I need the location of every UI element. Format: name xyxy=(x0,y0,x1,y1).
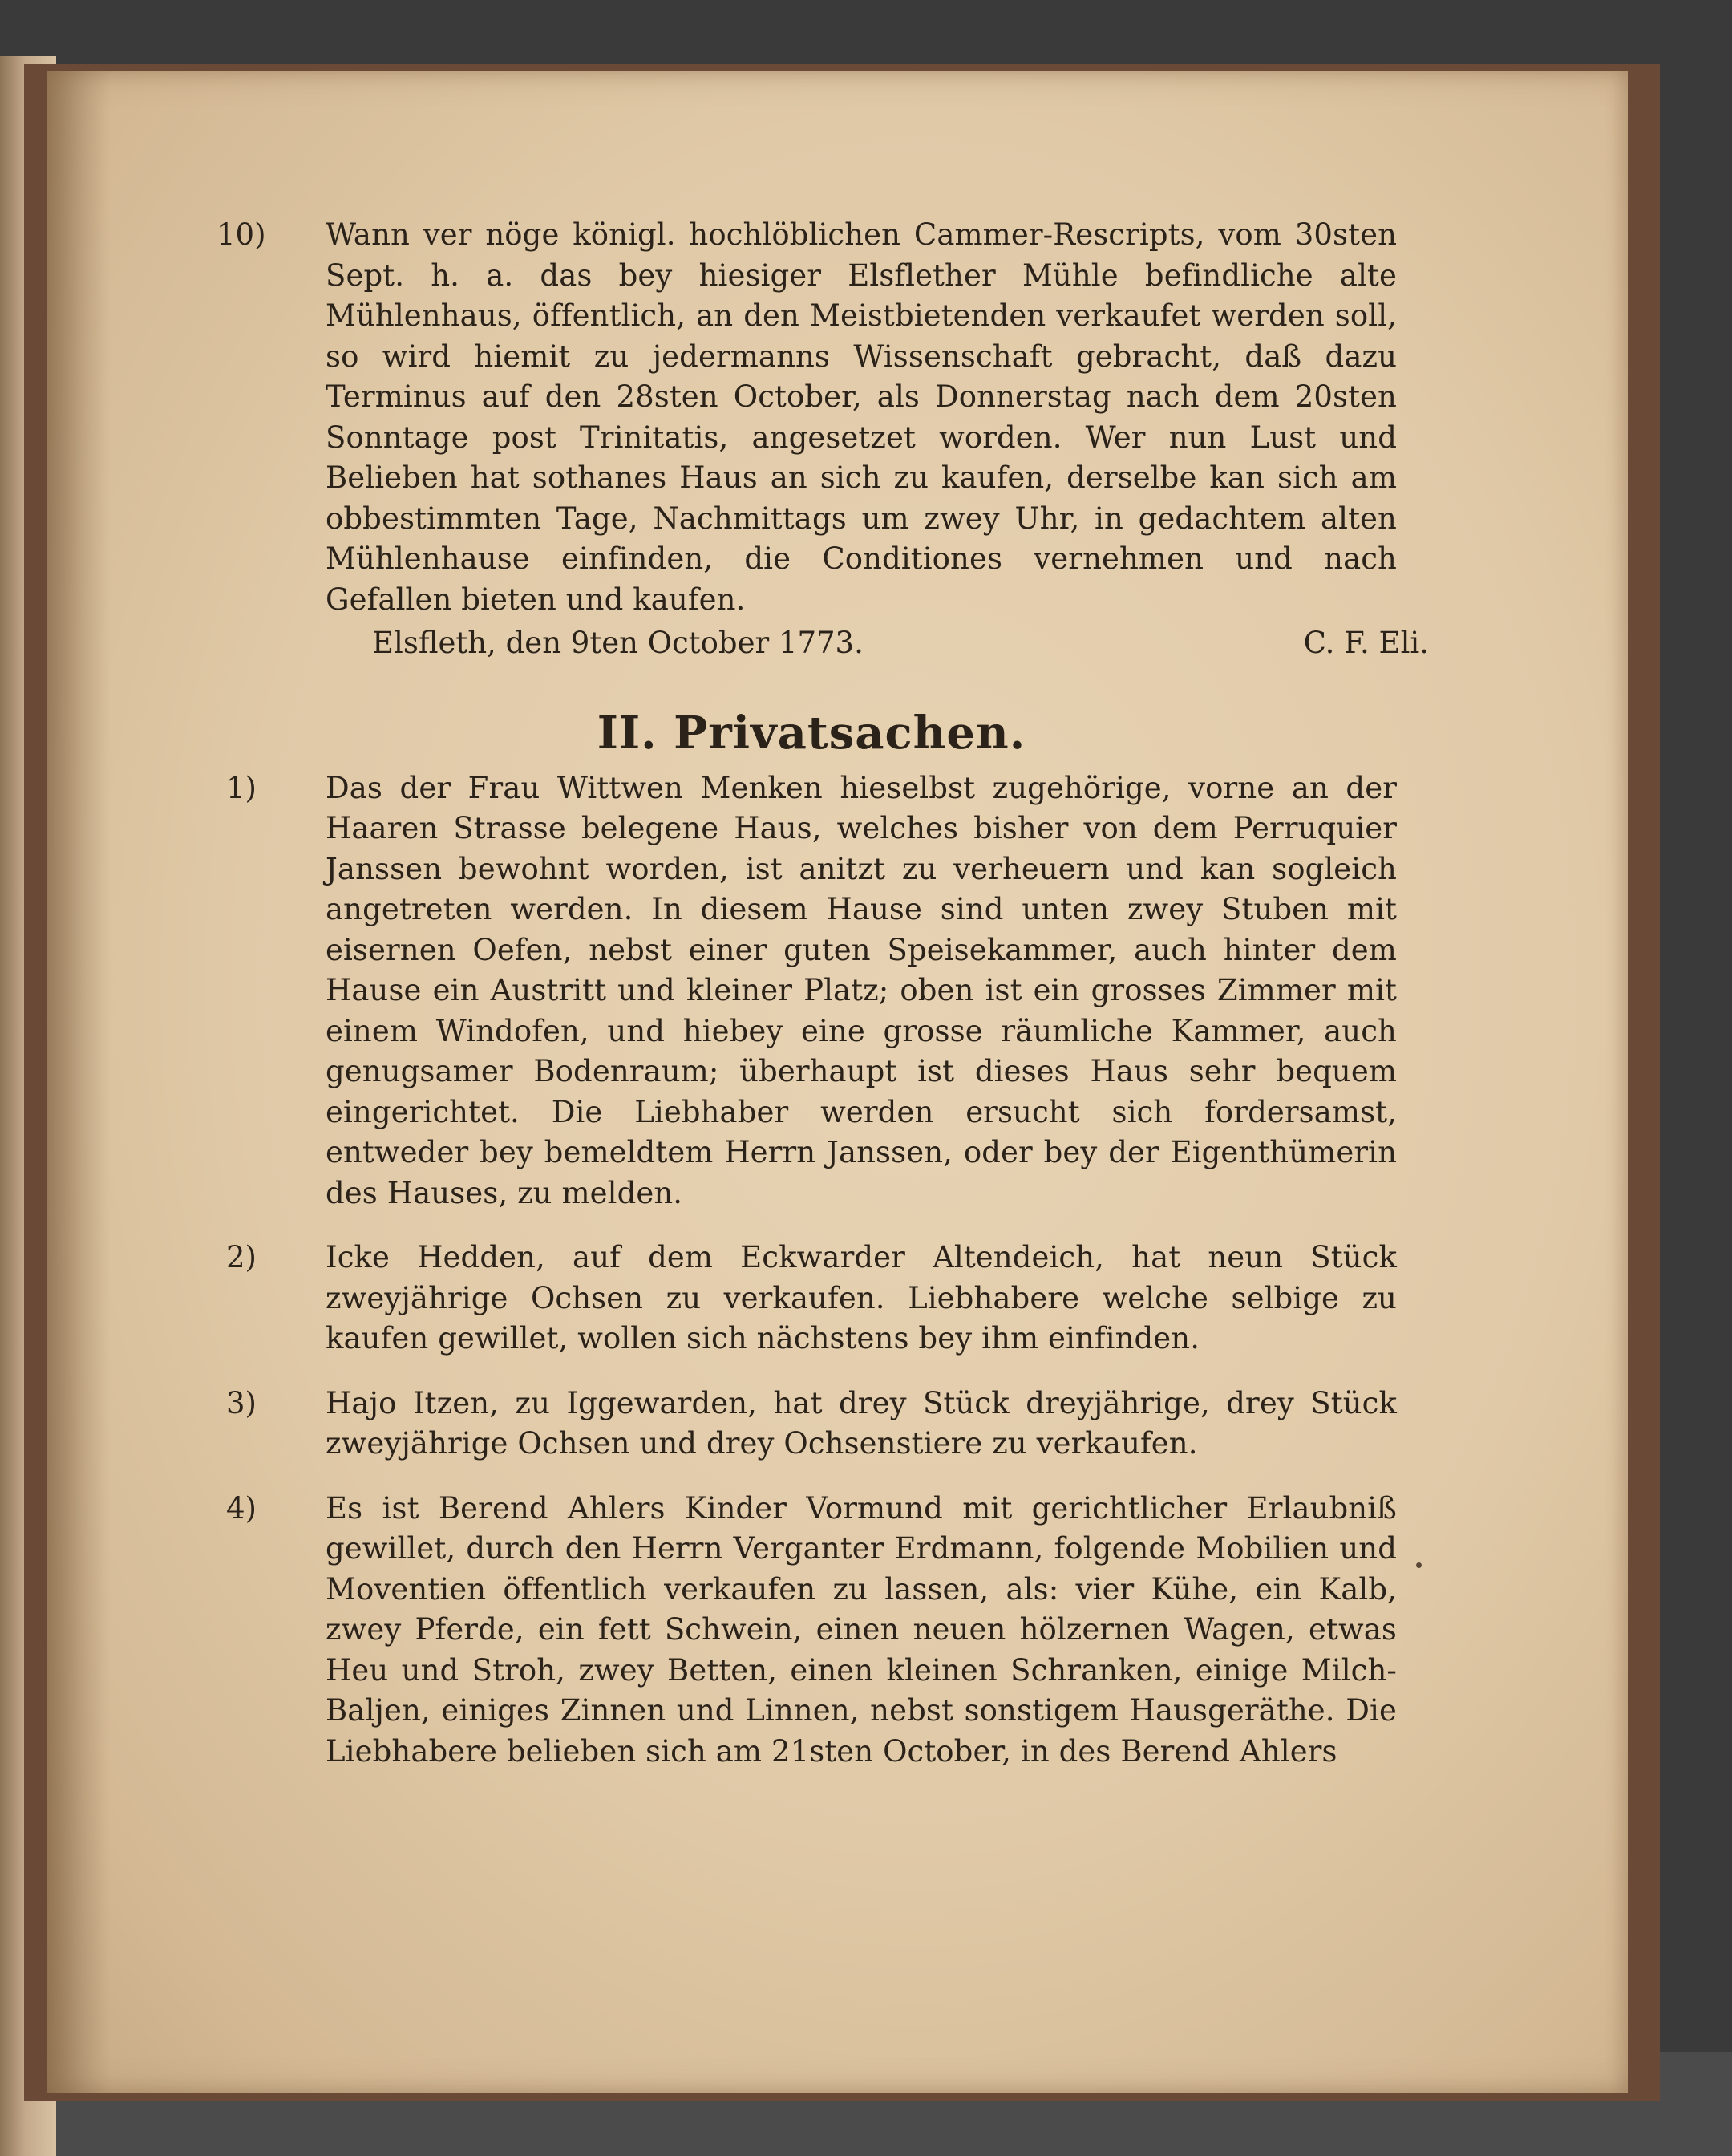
item-number: 3) xyxy=(226,1385,257,1420)
ink-speck xyxy=(1416,1562,1422,1568)
list-item xyxy=(226,1489,1397,1773)
list-item xyxy=(226,1238,1397,1360)
page-text xyxy=(216,215,1429,1772)
item-text: Das der Frau Wittwen Menken hieselbst zugehörige, vorne an der Haaren Strasse belegene Haus, welches bisher von dem Perruquier Janssen bewohnt worden, ist anitzt zu verheuern und kan sogleich angetreten werden. In diesem Hause sind unten zwey Stuben mit eisernen Oefen, nebst einer guten Speisekammer, auch hinter dem Hause ein Austritt und kleiner Platz; oben ist ein grosses Zimmer mit einem Windofen, und hiebey eine grosse räumliche Kammer, auch genugsamer Bodenraum; überhaupt ist dieses Haus sehr bequem eingerichtet. Die Liebhaber werden ersucht sich fordersamst, entweder bey bemeldtem Herrn Janssen, oder bey der Eigenthümerin des Hauses, zu melden. xyxy=(326,770,1397,1210)
signature: C. F. Eli. xyxy=(1303,626,1429,660)
gutter-shadow xyxy=(47,71,111,2093)
place-date: Elsfleth, den 9ten October 1773. xyxy=(372,626,864,660)
item-number: 2) xyxy=(226,1240,257,1275)
list-item xyxy=(226,1384,1397,1465)
item-text: Icke Hedden, auf dem Eckwarder Altendeich, hat neun Stück zweyjährige Ochsen zu verkaufen. Liebhabere welche selbige zu kaufen gewillet, wollen sich nächstens bey ihm einfinden. xyxy=(326,1240,1397,1356)
notice-text: Wann ver nöge königl. hochlöblichen Cammer-Rescripts, vom 30sten Sept. h. a. das bey hiesiger Elsflether Mühle befindliche alte Mühlenhaus, öffentlich, an den Meistbietenden verkaufet werden soll, so wird hiemit zu jedermanns Wissenschaft gebracht, daß dazu Terminus auf den 28sten October, als Donnerstag nach dem 20sten Sonntage post Trinitatis, angesetzet worden. Wer nun Lust und Belieben hat sothanes Haus an sich zu kaufen, derselbe kan sich am obbestimmten Tage, Nachmittags um zwey Uhr, in gedachtem alten Mühlenhause einfinden, die Conditiones vernehmen und nach Gefallen bieten und kaufen. xyxy=(326,217,1397,617)
notice-signature-line xyxy=(226,623,1429,668)
list-item xyxy=(226,768,1397,1214)
notice-number: 10) xyxy=(216,217,266,252)
item-number: 4) xyxy=(226,1490,257,1526)
notice-10 xyxy=(216,215,1397,620)
item-text: Es ist Berend Ahlers Kinder Vormund mit gerichtlicher Erlaubniß gewillet, durch den Herrn Verganter Erdmann, folgende Mobilien und Moventien öffentlich verkaufen zu lassen, als: vier Kühe, ein Kalb, zwey Pferde, ein fett Schwein, einen neuen hölzernen Wagen, etwas Heu und Stroh, zwey Betten, einen kleinen Schranken, einige Milch-Baljen, einiges Zinnen und Linnen, nebst sonstigem Hausgeräthe. Die Liebhabere belieben sich am 21sten October, in des Berend Ahlers xyxy=(326,1490,1397,1769)
item-number: 1) xyxy=(226,770,257,805)
item-text: Hajo Itzen, zu Iggewarden, hat drey Stück dreyjährige, drey Stück zweyjährige Ochsen und drey Ochsenstiere zu verkaufen. xyxy=(326,1385,1397,1461)
section-heading: II. Privatsachen. xyxy=(597,707,1026,760)
